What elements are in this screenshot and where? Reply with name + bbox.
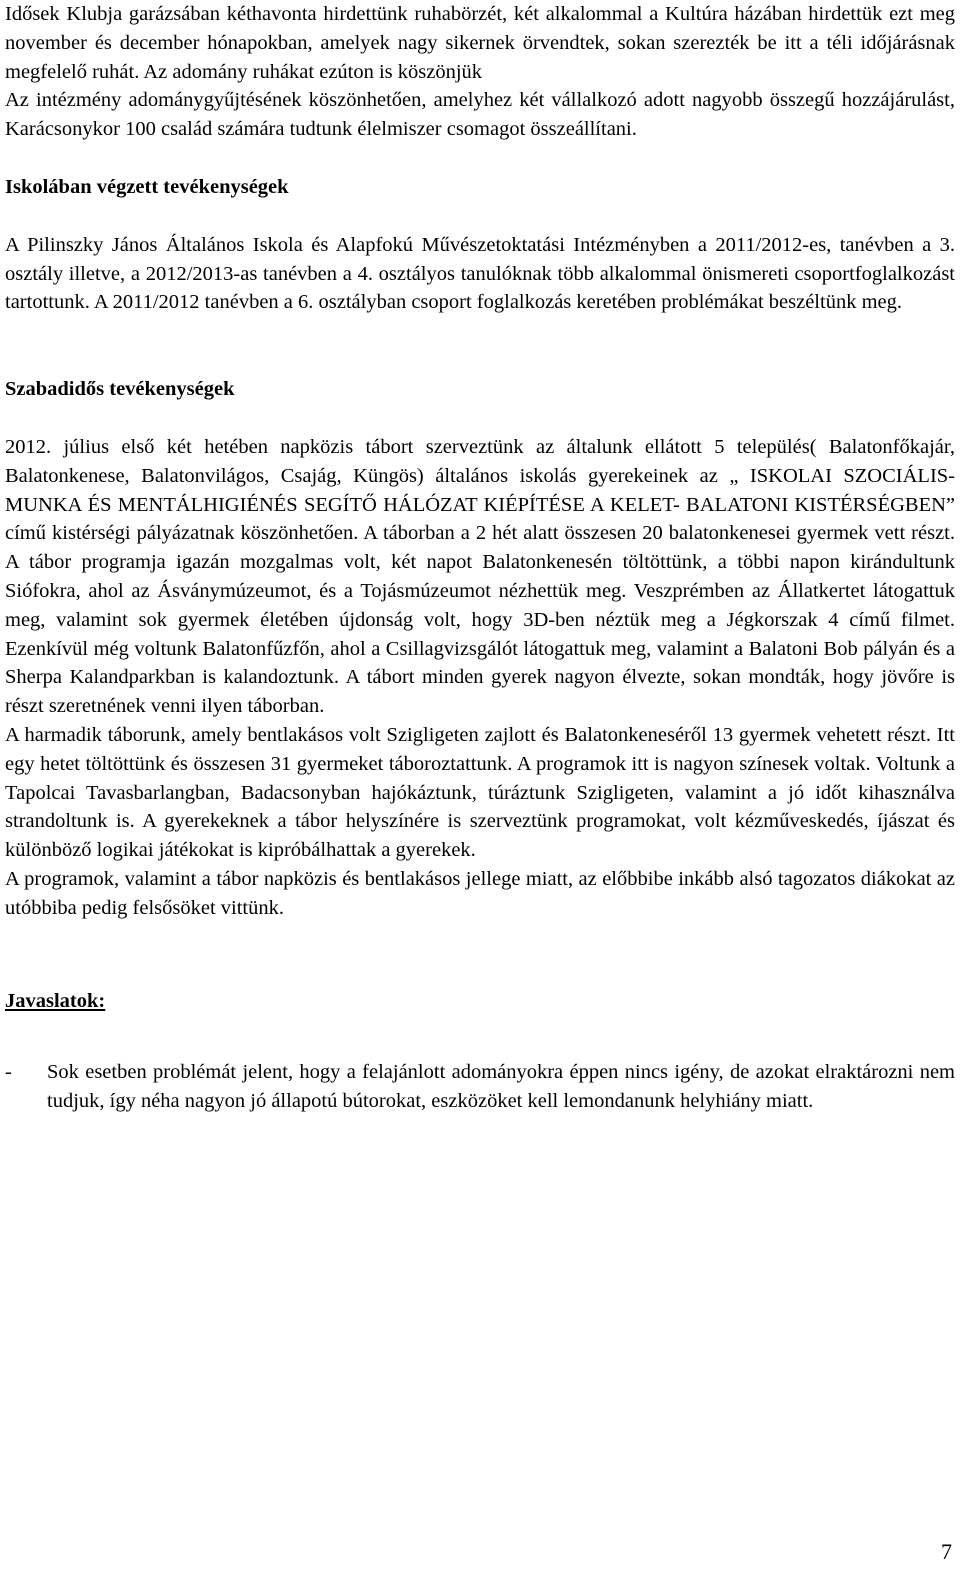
list-bullet: - xyxy=(5,1061,12,1084)
page-number: 7 xyxy=(941,1539,952,1564)
spacer xyxy=(5,202,955,231)
spacer xyxy=(5,1015,955,1058)
leisure-paragraph-2: A harmadik táborunk, amely bentlakásos volt Szigligeten zajlott és Balatonkeneséről 13 gyermek vehetett részt. Itt egy hetet töltöttünk és összesen 31 gyermeket táboroztattunk. A programok itt is nagyon színesek voltak. Voltunk a Tapolcai Tavasbarlangban, Badacsonyban hajókáztunk, túráztunk Szigligeten, valamint a jó időt kihasználva strandoltunk is. A gyerekeknek a tábor helyszínére is szerveztünk programokat, volt kézműveskedés, íjászat és különböző logikai játékokat is kipróbálhattak a gyerekek. xyxy=(5,723,955,862)
proposal-text: Sok esetben problémát jelent, hogy a felajánlott adományokra éppen nincs igény, de azokat elraktározni nem tudjuk, így néha nagyon jó állapotú bútorokat, eszközöket kell lemondanunk helyhiány miatt. xyxy=(47,1061,955,1113)
spacer xyxy=(5,404,955,433)
spacer xyxy=(5,144,955,173)
leisure-paragraph-1: 2012. július első két hetében napközis tábort szerveztünk az általunk ellátott 5 település( Balatonfőkajár, Balatonkenese, Balatonvilágos, Csajág, Küngös) általános iskolás gyerekeinek az „ ISKOLAI SZOCIÁLIS-MUNKA ÉS MENTÁLHIGIÉNÉS SEGÍTŐ HÁLÓZAT KIÉPÍTÉSE A KELET- BALATONI KISTÉRSÉGBEN” című kistérségi pályázatnak köszönhetően. A táborban a 2 hét alatt összesen 20 balatonkenesei gyermek vett részt. A tábor programja igazán mozgalmas volt, két napot Balatonkenesén töltöttünk, a többi napon kirándultunk Siófokra, ahol az Ásványmúzeumot, és a Tojásmúzeumot nézhettük meg. Veszprémben az Állatkertet látogattuk meg, valamint sok gyermek életében újdonság volt, hogy 3D-ben néztük meg a Jégkorszak 4 című filmet. Ezenkívül még voltunk Balatonfűzfőn, ahol a Csillagvizsgálót látogattuk meg, valamint a Balatoni Bob pályán és a Sherpa Kalandparkban is kalandoztunk. A tábort minden gyerek nagyon élvezte, sokan mondták, hogy jövőre is részt szeretnének venni ilyen táborban. xyxy=(5,435,955,718)
proposals-section-heading: Javaslatok: xyxy=(5,989,106,1012)
spacer xyxy=(5,317,955,375)
spacer xyxy=(5,923,955,987)
leisure-section-heading: Szabadidős tevékenységek xyxy=(5,378,235,401)
intro-paragraph-1: Idősek Klubja garázsában kéthavonta hirdettünk ruhabörzét, két alkalommal a Kultúra házában hirdettük ezt meg november és december hónapokban, amelyek nagy sikernek örvendtek, sokan szerezték be itt a téli időjárásnak megfelelő ruhát. Az adomány ruhákat ezúton is köszönjük xyxy=(5,3,955,83)
proposal-list-item xyxy=(5,1058,955,1116)
document-page xyxy=(5,0,955,1116)
school-paragraph: A Pilinszky János Általános Iskola és Alapfokú Művészetoktatási Intézményben a 2011/2012-es, tanévben a 3. osztály illetve, a 2012/2013-as tanévben a 4. osztályos tanulóknak több alkalommal önismereti csoportfoglalkozást tartottunk. A 2011/2012 tanévben a 6. osztályban csoport foglalkozás keretében problémákat beszéltünk meg. xyxy=(5,233,955,314)
school-section-heading: Iskolában végzett tevékenységek xyxy=(5,175,289,198)
intro-paragraph-2: Az intézmény adománygyűjtésének köszönhetően, amelyhez két vállalkozó adott nagyobb összegű hozzájárulást, Karácsonykor 100 család számára tudtunk élelmiszer csomagot összeállítani. xyxy=(5,89,955,141)
leisure-paragraph-3: A programok, valamint a tábor napközis és bentlakásos jellege miatt, az előbbibe inkább alsó tagozatos diákokat az utóbbiba pedig felsősöket vittünk. xyxy=(5,867,955,919)
